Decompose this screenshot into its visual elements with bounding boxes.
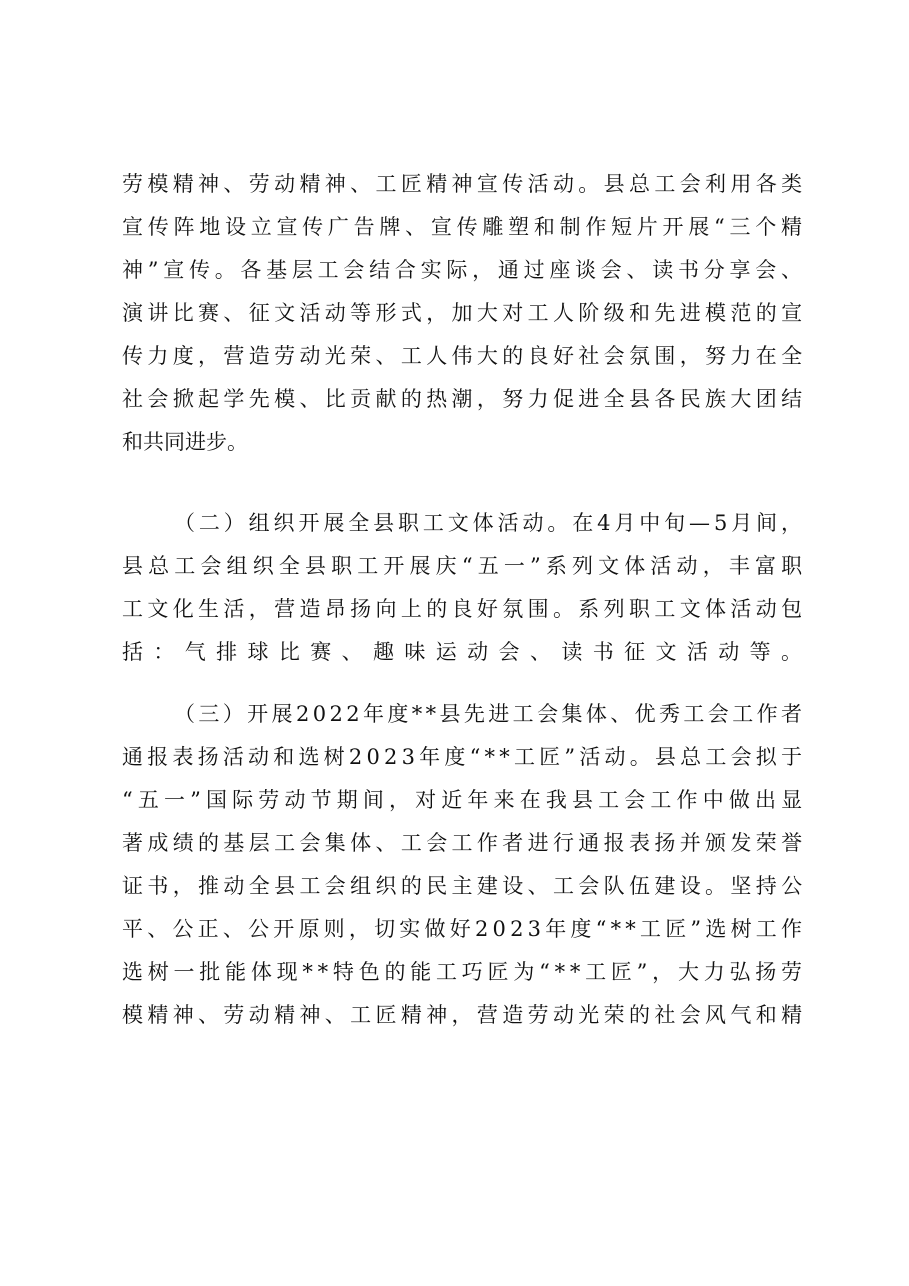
paragraph-line: 工文化生活，营造昂扬向上的良好氛围。系列职工文体活动包: [122, 597, 807, 621]
paragraph-line: 神”宣传。各基层工会结合实际，通过座谈会、读书分享会、: [122, 258, 807, 282]
paragraph-line: 通报表扬活动和选树2023年度“**工匠”活动。县总工会拟于: [122, 745, 807, 769]
paragraph-line: 宣传阵地设立宣传广告牌、宣传雕塑和制作短片开展“三个精: [122, 215, 807, 239]
paragraph-line: 著成绩的基层工会集体、工会工作者进行通报表扬并颁发荣誉: [122, 831, 807, 855]
section-heading-line: （三）开展2022年度**县先进工会集体、优秀工会工作者: [174, 702, 806, 726]
paragraph-line: 和共同进步。: [122, 430, 248, 454]
section-heading-line: （二）组织开展全县职工文体活动。在4月中旬—5月间，: [174, 511, 806, 535]
paragraph-line: 传力度，营造劳动光荣、工人伟大的良好社会氛围，努力在全: [122, 344, 807, 368]
paragraph-line: 证书，推动全县工会组织的民主建设、工会队伍建设。坚持公: [122, 874, 807, 898]
paragraph-line: “五一”国际劳动节期间，对近年来在我县工会工作中做出显: [122, 788, 808, 812]
paragraph-line: 县总工会组织全县职工开展庆“五一”系列文体活动，丰富职: [122, 554, 808, 578]
paragraph-line: 平、公正、公开原则，切实做好2023年度“**工匠”选树工作: [122, 917, 807, 941]
paragraph-line: 模精神、劳动精神、工匠精神，营造劳动光荣的社会风气和精: [122, 1003, 807, 1027]
paragraph-line: 劳模精神、劳动精神、工匠精神宣传活动。县总工会利用各类: [122, 172, 807, 196]
paragraph-line: 选树一批能体现**特色的能工巧匠为“**工匠”，大力弘扬劳: [122, 960, 807, 984]
paragraph-line: 演讲比赛、征文活动等形式，加大对工人阶级和先进模范的宣: [122, 301, 807, 325]
paragraph-line: 社会掀起学先模、比贡献的热潮，努力促进全县各民族大团结: [122, 387, 807, 411]
paragraph-line: 括：气排球比赛、趣味运动会、读书征文活动等。: [122, 640, 813, 664]
